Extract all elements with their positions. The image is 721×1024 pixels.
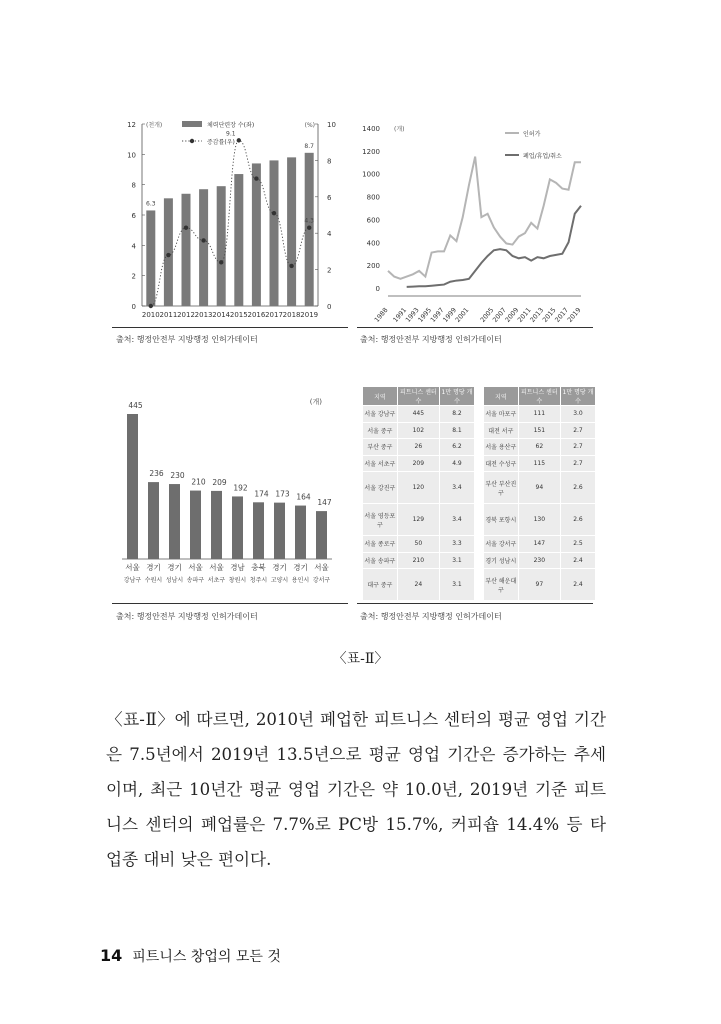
bar: [274, 503, 285, 559]
table-cell: 115: [519, 456, 560, 472]
data-label: 164: [296, 492, 311, 502]
table-gap: [475, 553, 483, 569]
table-row: [363, 472, 595, 503]
bar: [199, 189, 208, 306]
table-cell: 3.1: [440, 553, 474, 569]
table-cell: 209: [398, 456, 439, 472]
y-tick-label: 800: [366, 193, 380, 202]
x-tick-label: 서울: [125, 563, 140, 572]
x-tick-label: 2019: [300, 311, 319, 319]
right-unit-label: (%): [304, 122, 315, 129]
bar: [127, 414, 138, 559]
y-tick-label: 400: [366, 239, 380, 248]
data-label: 147: [317, 498, 332, 508]
bar: [182, 194, 191, 306]
bar: [316, 511, 327, 559]
x-tick-label: 2007: [491, 306, 508, 324]
table-cell: 서울 종로구: [363, 536, 397, 552]
table-cell: 대구 중구: [363, 569, 397, 600]
y-tick-label: 8: [131, 181, 136, 190]
book-title: 피트니스 창업의 모든 것: [132, 949, 281, 965]
table-cell: 111: [519, 406, 560, 422]
data-label: 6.3: [146, 200, 156, 208]
table-cell: 8.1: [440, 423, 474, 439]
table-cell: 130: [519, 504, 560, 535]
x-tick-label: 2015: [540, 306, 558, 324]
x-tick-sublabel: 강남구: [123, 577, 142, 584]
table-cell: 2.7: [561, 456, 595, 472]
y-tick-label: 200: [366, 262, 380, 271]
y2-tick-label: 4: [327, 230, 332, 239]
y2-tick-label: 6: [327, 193, 332, 202]
data-label: 210: [191, 477, 206, 487]
body-paragraph: 〈표-Ⅱ〉에 따르면, 2010년 폐업한 피트니스 센터의 평균 영업 기간은 7.5년에서 2019년 13.5년으로 평균 영업 기간은 증가하는 추세이며, 최근 10년간 평균 영업 기간은 약 10.0년, 2019년 기준 피트니스 센터의 폐업률은 7.7%로 PC방 15.7%, 커피숍 14.4% 등 타 업종 대비 낮은 편이다.: [106, 710, 606, 869]
rate-line: [151, 140, 309, 306]
table-gap: [475, 569, 483, 600]
table-gap: [475, 456, 483, 472]
rate-point: [149, 304, 153, 308]
bar: [232, 496, 243, 559]
bar: [295, 506, 306, 559]
x-tick-label: 경기: [167, 563, 182, 572]
y-tick-label: 1200: [362, 147, 380, 156]
bar: [146, 210, 155, 306]
table-cell: 3.0: [561, 406, 595, 422]
table-gap: [475, 504, 483, 535]
table-cell: 147: [519, 536, 560, 552]
table-cell: 2.5: [561, 536, 595, 552]
table-source: 출처: 행정안전부 지방행정 인허가데이터: [360, 612, 502, 621]
table-cell: 26: [398, 439, 439, 455]
legend-label: 폐업/휴업/취소: [523, 153, 562, 160]
table-cell: 3.4: [440, 504, 474, 535]
table-cell: 부산 부산진구: [484, 472, 518, 503]
data-label: 445: [128, 401, 143, 410]
x-tick-label: 서울: [188, 563, 203, 572]
table-cell: 서울 용산구: [484, 439, 518, 455]
table-gap: [475, 472, 483, 503]
x-tick-sublabel: 고양시: [270, 577, 289, 584]
x-tick-label: 2014: [212, 311, 231, 319]
rate-point: [272, 211, 276, 215]
x-tick-label: 2009: [503, 306, 521, 324]
table-cell: 2.6: [561, 504, 595, 535]
data-label: 230: [170, 471, 185, 481]
y2-tick-label: 10: [327, 121, 336, 129]
y-tick-label: 2: [131, 272, 136, 281]
legend-label: 인허가: [523, 131, 541, 138]
x-tick-label: 경남: [230, 563, 245, 572]
bar: [252, 163, 261, 306]
table-cell: 2.6: [561, 472, 595, 503]
table-cell: 102: [398, 423, 439, 439]
table-header-row: [363, 387, 595, 405]
y-tick-label: 1400: [362, 125, 380, 133]
fitness-count-chart: [112, 115, 348, 327]
table-row: [363, 456, 595, 472]
region-top10-chart: [112, 390, 348, 600]
x-tick-sublabel: 서초구: [207, 577, 226, 584]
rate-point: [219, 260, 223, 264]
x-tick-label: 2012: [177, 311, 195, 319]
legend-label: 체력단련장 수(좌): [207, 122, 255, 129]
y2-tick-label: 0: [327, 303, 332, 311]
bar: [234, 174, 243, 306]
x-tick-label: 2011: [159, 311, 178, 319]
y-tick-label: 4: [131, 242, 136, 251]
unit-label: (개): [309, 398, 322, 406]
rate-point: [184, 226, 188, 230]
x-tick-label: 1997: [428, 306, 446, 324]
table-cell: 210: [398, 553, 439, 569]
table-header: 지역: [363, 387, 397, 405]
unit-label: (개): [394, 126, 405, 133]
chart3-source: 출처: 행정안전부 지방행정 인허가데이터: [116, 612, 258, 621]
x-tick-label: 2018: [282, 311, 301, 319]
table-gap: [475, 387, 483, 405]
table-cell: 서울 강남구: [363, 406, 397, 422]
data-label: 192: [233, 483, 248, 493]
table-cell: 서울 중구: [363, 423, 397, 439]
table-gap: [475, 423, 483, 439]
x-tick-sublabel: 용인시: [291, 577, 310, 584]
table-cell: 경북 포항시: [484, 504, 518, 535]
x-tick-sublabel: 강서구: [312, 577, 331, 584]
table-cell: 230: [519, 553, 560, 569]
x-tick-label: 2013: [194, 311, 213, 319]
bar: [287, 157, 296, 306]
bar: [148, 482, 159, 559]
table-header: 1만 명당 개수: [562, 389, 594, 405]
table-header: 피트니스 센터 수: [398, 387, 439, 405]
chart2-source: 출처: 행정안전부 지방행정 인허가데이터: [360, 335, 502, 344]
table-gap: [475, 406, 483, 422]
table-cell: 2.7: [561, 423, 595, 439]
x-tick-sublabel: 성남시: [165, 577, 184, 584]
x-tick-label: 2005: [478, 306, 496, 324]
table-cell: 97: [519, 569, 560, 600]
table-cell: 62: [519, 439, 560, 455]
x-tick-label: 1988: [372, 306, 390, 324]
x-tick-sublabel: 청주시: [249, 577, 268, 584]
table-header: 피트니스 센터 수: [519, 387, 560, 405]
bar: [190, 491, 201, 559]
table-cell: 서울 강진구: [363, 472, 397, 503]
data-label: 236: [149, 469, 164, 479]
table-header: 지역: [484, 387, 518, 405]
table-cell: 151: [519, 423, 560, 439]
x-tick-label: 1993: [403, 306, 421, 324]
chart1-source: 출처: 행정안전부 지방행정 인허가데이터: [116, 335, 258, 344]
x-tick-sublabel: 수원시: [144, 577, 163, 584]
table-cell: 서울 영등포구: [363, 504, 397, 535]
x-tick-label: 2019: [565, 306, 583, 324]
table-cell: 129: [398, 504, 439, 535]
y-tick-label: 12: [127, 121, 136, 129]
legend-label: 증감률(우): [207, 139, 235, 146]
y2-tick-label: 8: [327, 157, 332, 166]
x-tick-label: 충북: [251, 563, 266, 572]
legend-point-swatch: [190, 139, 194, 143]
y-tick-label: 10: [127, 151, 136, 160]
table-cell: 부산 해운대구: [484, 569, 518, 600]
x-tick-label: 경기: [272, 563, 287, 572]
x-tick-label: 2017: [265, 311, 283, 319]
permit-closure-chart: [355, 115, 600, 327]
data-label: 173: [275, 489, 290, 499]
x-tick-label: 2017: [553, 306, 571, 324]
y2-tick-label: 2: [327, 266, 332, 275]
table-row: [363, 553, 595, 569]
rate-point: [289, 264, 293, 268]
rate-point: [254, 176, 258, 180]
left-unit-label: (천개): [146, 122, 163, 129]
table-cell: 2.4: [561, 553, 595, 569]
rate-point: [166, 253, 170, 257]
x-tick-label: 1991: [391, 306, 409, 324]
data-label: 9.1: [226, 130, 236, 138]
table-cell: 부산 중구: [363, 439, 397, 455]
x-tick-sublabel: 창원시: [228, 577, 247, 584]
data-label: 4.3: [304, 217, 314, 225]
table-row: [363, 406, 595, 422]
table-cell: 3.3: [440, 536, 474, 552]
table-cell: 3.4: [440, 472, 474, 503]
table-row: [363, 423, 595, 439]
x-tick-label: 경기: [146, 563, 161, 572]
x-tick-label: 2013: [528, 306, 546, 324]
table-cell: 서울 송파구: [363, 553, 397, 569]
x-tick-label: 2010: [141, 311, 160, 319]
page-number: 14: [100, 946, 123, 965]
page-footer: [100, 946, 281, 966]
x-tick-label: 경기: [293, 563, 308, 572]
table-cell: 24: [398, 569, 439, 600]
y-tick-label: 1000: [362, 170, 380, 179]
x-tick-label: 2011: [515, 306, 533, 324]
table-cell: 대전 서구: [484, 423, 518, 439]
bar: [253, 502, 264, 559]
x-tick-sublabel: 송파구: [186, 577, 205, 584]
data-label: 174: [254, 489, 269, 499]
table-header: 1만 명당 개수: [441, 389, 473, 405]
table-cell: 3.1: [440, 569, 474, 600]
y-tick-label: 600: [366, 216, 380, 225]
table-cell: 4.9: [440, 456, 474, 472]
rate-point: [307, 226, 311, 230]
rate-point: [201, 238, 205, 242]
table-row: [363, 504, 595, 535]
y-tick-label: 0: [375, 285, 380, 293]
data-label: 209: [212, 477, 227, 487]
rate-point: [237, 138, 241, 142]
table-cell: 서울 서초구: [363, 456, 397, 472]
table-cell: 서울 마포구: [484, 406, 518, 422]
table-cell: 대전 수성구: [484, 456, 518, 472]
x-tick-label: 2001: [453, 306, 471, 324]
table-cell: 2.4: [561, 569, 595, 600]
table-cell: 50: [398, 536, 439, 552]
figure-caption: 〈표-Ⅱ〉: [332, 651, 389, 667]
y-tick-label: 6: [131, 212, 136, 220]
bar: [164, 198, 173, 306]
x-tick-label: 서울: [209, 563, 224, 572]
table-cell: 94: [519, 472, 560, 503]
x-tick-label: 서울: [314, 563, 329, 572]
table-cell: 445: [398, 406, 439, 422]
table-cell: 6.2: [440, 439, 474, 455]
series-line: [407, 206, 581, 287]
table-cell: 서울 강서구: [484, 536, 518, 552]
x-tick-label: 1995: [416, 306, 434, 324]
table-cell: 2.7: [561, 439, 595, 455]
x-tick-label: 1999: [441, 306, 459, 324]
x-tick-label: 2015: [229, 311, 248, 319]
y-tick-label: 0: [131, 303, 136, 311]
legend-bar-swatch: [182, 121, 202, 127]
x-tick-label: 2016: [247, 311, 266, 319]
table-gap: [475, 439, 483, 455]
table-cell: 8.2: [440, 406, 474, 422]
bar: [169, 484, 180, 559]
table-cell: 경기 성남시: [484, 553, 518, 569]
bar: [217, 186, 226, 306]
bar: [270, 160, 279, 306]
table-gap: [475, 536, 483, 552]
table-row: [363, 439, 595, 455]
fitness-density-table: [362, 386, 596, 601]
data-label: 8.7: [304, 142, 314, 150]
table-row: [363, 569, 595, 600]
table-row: [363, 536, 595, 552]
bar: [211, 491, 222, 559]
table-cell: 120: [398, 472, 439, 503]
